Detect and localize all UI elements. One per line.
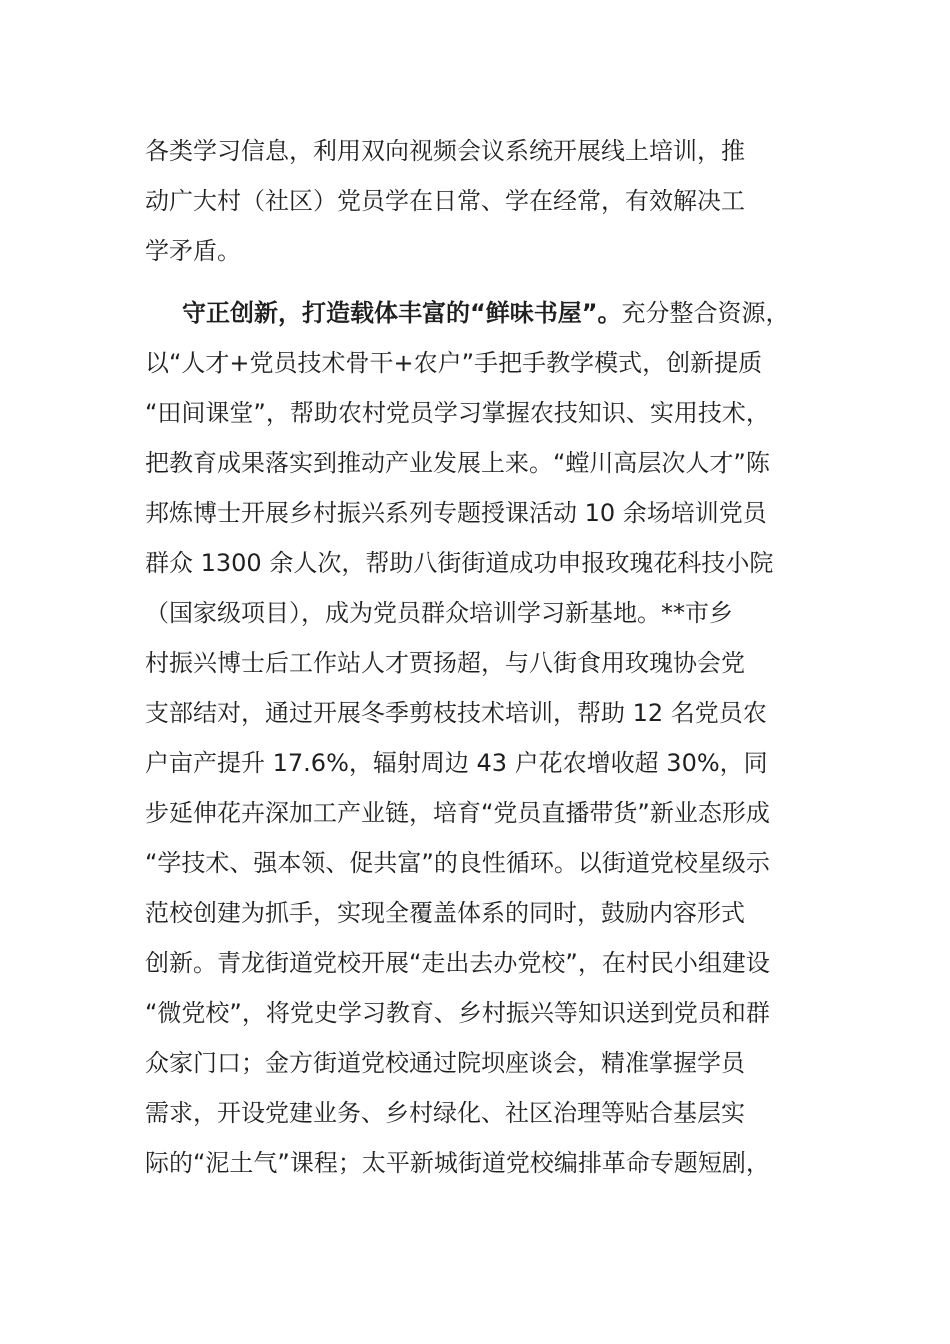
paragraph-line: 需求，开设党建业务、乡村绿化、社区治理等贴合基层实 — [145, 1099, 745, 1127]
paragraph-line: 动广大村（社区）党员学在日常、学在经常，有效解决工 — [145, 187, 745, 215]
paragraph-line: （国家级项目），成为党员群众培训学习新基地。**市乡 — [145, 599, 733, 627]
paragraph-line: 际的“泥土气”课程；太平新城街道党校编排革命专题短剧， — [145, 1149, 770, 1177]
paragraph-line: 支部结对，通过开展冬季剪枝技术培训，帮助 12 名党员农 — [145, 699, 767, 727]
paragraph-line: 群众 1300 余人次，帮助八街街道成功申报玫瑰花科技小院 — [145, 549, 774, 577]
paragraph-line: 把教育成果落实到推动产业发展上来。“螳川高层次人才”陈 — [145, 449, 770, 477]
paragraph-line: “田间课堂”，帮助农村党员学习掌握农技知识、实用技术， — [145, 399, 770, 427]
paragraph-line: 户亩产提升 17.6%，辐射周边 43 户花农增收超 30%，同 — [145, 749, 768, 777]
paragraph-line: 邦炼博士开展乡村振兴系列专题授课活动 10 余场培训党员 — [145, 499, 767, 527]
paragraph-line: 学矛盾。 — [145, 237, 241, 265]
paragraph-line: “学技术、强本领、促共富”的良性循环。以街道党校星级示 — [145, 849, 770, 877]
first-line-rest: 充分整合资源， — [621, 299, 790, 327]
paragraph-line: 范校创建为抓手，实现全覆盖体系的同时，鼓励内容形式 — [145, 899, 745, 927]
paragraph-line: “微党校”，将党史学习教育、乡村振兴等知识送到党员和群 — [145, 999, 770, 1027]
paragraph-line: 步延伸花卉深加工产业链，培育“党员直播带货”新业态形成 — [145, 799, 770, 827]
section-heading: 守正创新，打造载体丰富的“鲜味书屋”。 — [182, 299, 622, 327]
paragraph-first-line — [182, 293, 790, 333]
paragraph-line: 以“人才+党员技术骨干+农户”手把手教学模式，创新提质 — [145, 349, 763, 377]
paragraph-line: 村振兴博士后工作站人才贾扬超，与八街食用玫瑰协会党 — [145, 649, 745, 677]
paragraph-line: 创新。青龙街道党校开展“走出去办党校”，在村民小组建设 — [145, 949, 770, 977]
paragraph-line: 各类学习信息，利用双向视频会议系统开展线上培训，推 — [145, 137, 745, 165]
paragraph-line: 众家门口；金方街道党校通过院坝座谈会，精准掌握学员 — [145, 1049, 745, 1077]
